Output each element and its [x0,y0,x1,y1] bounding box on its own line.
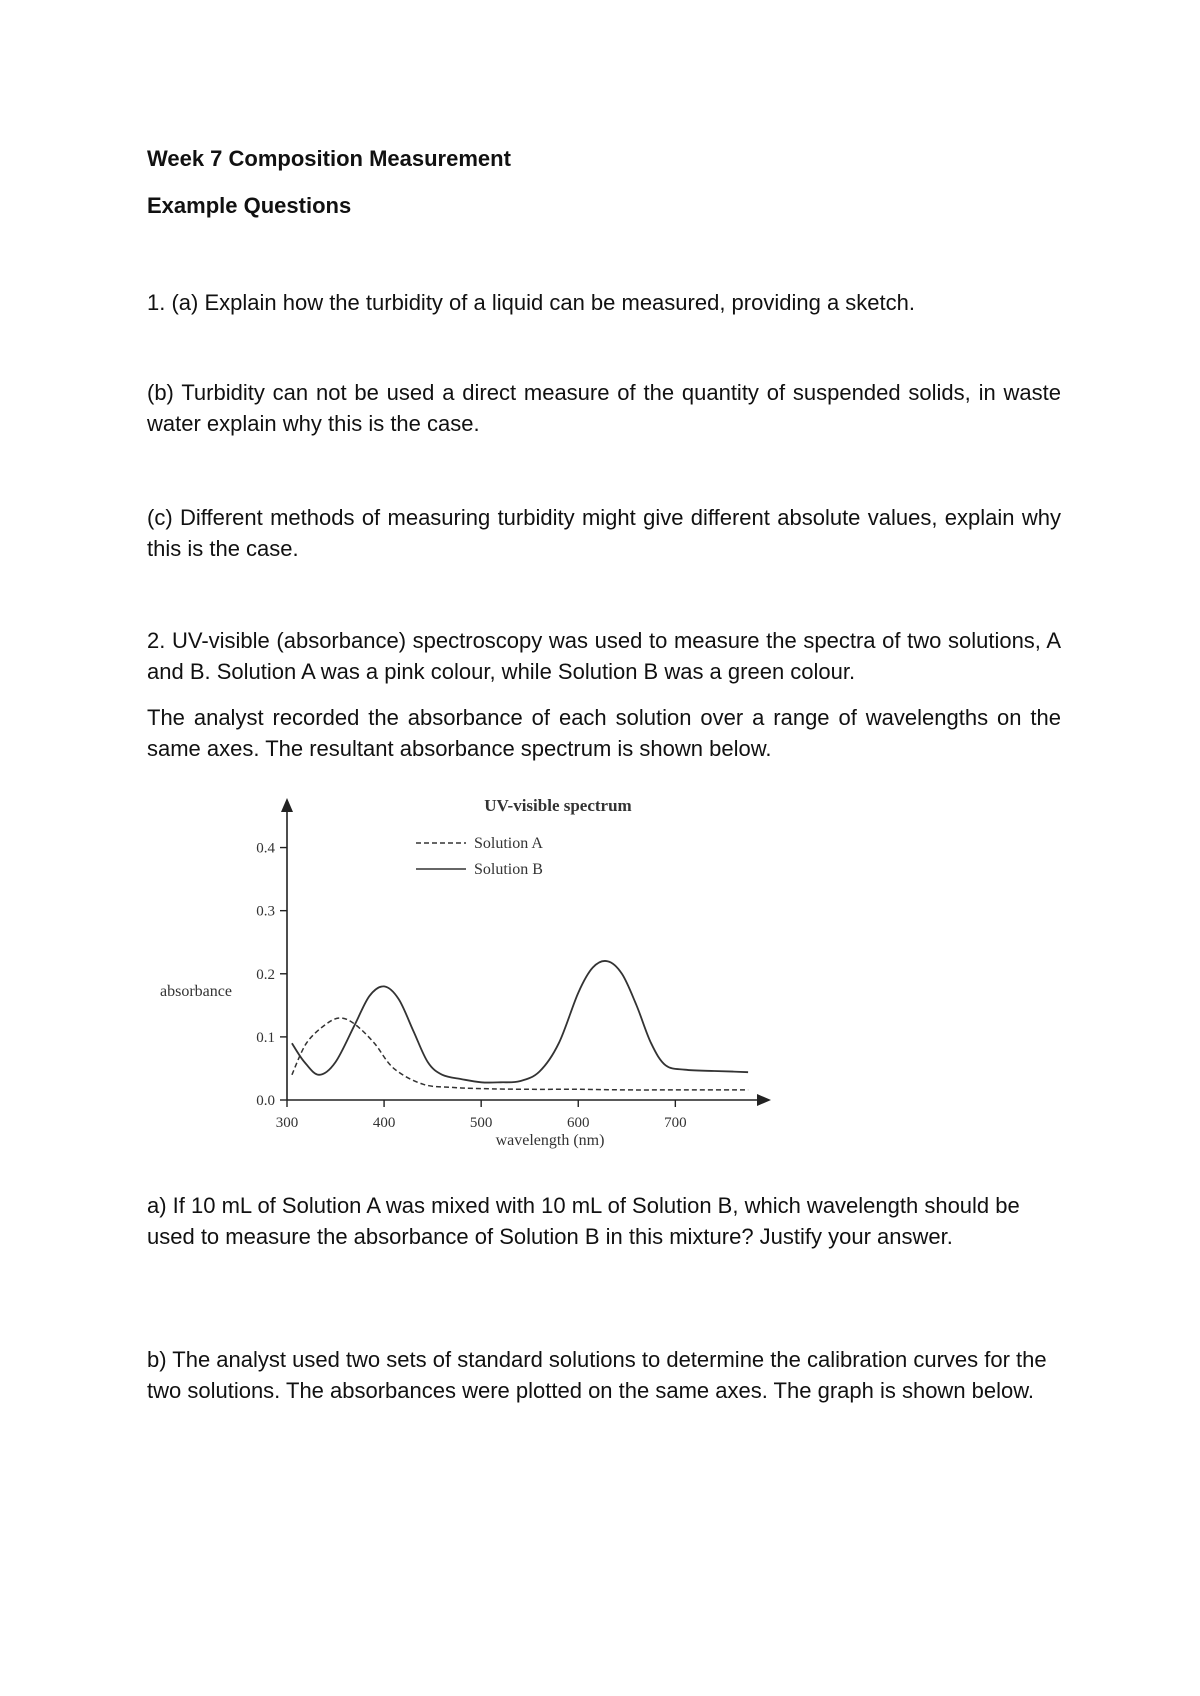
x-axis-arrow [757,1094,771,1106]
question-2-intro-continued: The analyst recorded the absorbance of each solution over a range of wavelengths on the same axes. The resultant absorbance spectrum is shown below. [147,705,1061,761]
x-tick-label: 600 [567,1115,590,1131]
legend-label: Solution B [474,861,543,878]
x-tick-label: 300 [275,1115,299,1131]
legend-label: Solution A [474,835,543,852]
chart-title: UV-visible spectrum [484,796,632,815]
y-axis-label: absorbance [160,983,232,1000]
series-line-solution-a [292,1018,748,1090]
x-tick-label: 500 [469,1115,493,1131]
question-1a: 1. (a) Explain how the turbidity of a liquid can be measured, providing a sketch. [147,290,915,315]
y-tick-label: 0.1 [256,1029,275,1046]
question-1b: (b) Turbidity can not be used a direct measure of the quantity of suspended solids, in waste water explain why this is the case. [147,380,1061,436]
question-2b: b) The analyst used two sets of standard solutions to determine the calibration curves for the two solutions. The absorbances were plotted on the same axes. The graph is shown below. [147,1347,1047,1403]
uv-visible-spectrum-chart [150,790,850,1150]
y-tick-label: 0.3 [256,903,275,920]
question-2-intro: 2. UV-visible (absorbance) spectroscopy was used to measure the spectra of two solutions, A and B. Solution A was a pink colour, while Solution B was a green colour. [147,628,1061,684]
series-line-solution-b [292,961,748,1083]
chart-series [292,961,748,1090]
document-title: Week 7 Composition Measurement [147,146,511,171]
x-tick-label: 700 [664,1115,687,1131]
document-subtitle: Example Questions [147,193,352,218]
y-axis-arrow [281,798,293,812]
chart-legend [416,835,543,878]
y-tick-label: 0.4 [256,840,275,857]
question-1c: (c) Different methods of measuring turbidity might give different absolute values, explain why this is the case. [147,505,1061,561]
y-tick-label: 0.0 [256,1093,275,1109]
x-axis-label: wavelength (nm) [495,1132,605,1149]
question-2a: a) If 10 mL of Solution A was mixed with 10 mL of Solution B, which wavelength should be used to measure the absorbance of Solution B in this mixture? Justify your answer. [147,1193,1020,1249]
y-tick-label: 0.2 [256,966,275,983]
x-tick-label: 400 [372,1115,396,1131]
